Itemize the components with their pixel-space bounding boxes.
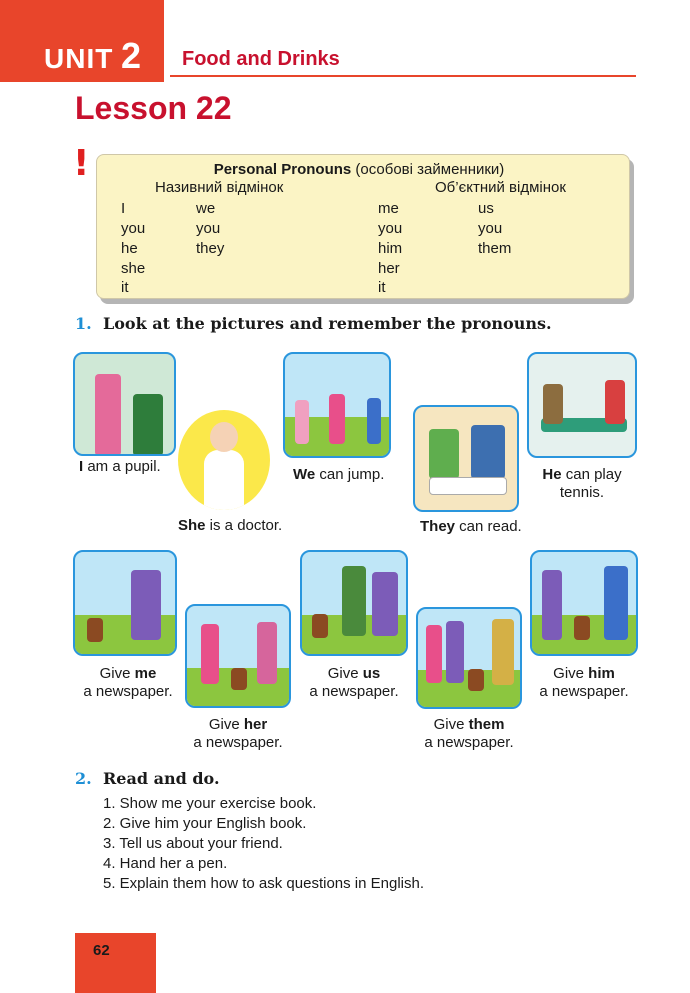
- caption-give-them: [416, 716, 522, 752]
- caption-give: Give: [327, 665, 363, 682]
- unit-number: 2: [121, 35, 142, 76]
- caption-he-rest-1: can play: [561, 466, 622, 483]
- figure-dog: [87, 618, 103, 642]
- objective-header: Об’єктний відмінок: [435, 179, 566, 196]
- figure-mother: [95, 374, 121, 456]
- pronoun-cell: you: [478, 220, 503, 237]
- lesson-title: Lesson 22: [75, 90, 232, 126]
- page-number: 62: [93, 942, 110, 959]
- figure-boy: [446, 621, 464, 683]
- page-number-badge: [75, 933, 156, 993]
- caption-give-me: [73, 665, 183, 701]
- figure-child: [329, 394, 345, 444]
- pronoun-table-title-bold: Personal Pronouns: [213, 161, 352, 178]
- pronoun-cell: them: [478, 240, 512, 257]
- caption-we-bold: We: [293, 466, 316, 483]
- picture-give-them: [416, 607, 522, 709]
- pronoun-cell: us: [478, 200, 494, 217]
- figure-man: [342, 566, 366, 636]
- caption-i-rest: am a pupil.: [83, 458, 161, 475]
- picture-she-doctor: [178, 410, 270, 510]
- exclamation-icon: !: [73, 143, 90, 184]
- caption-we: [293, 466, 384, 484]
- caption-she-rest: is a doctor.: [205, 517, 283, 534]
- picture-give-us: [300, 550, 408, 656]
- caption-they: [420, 518, 522, 536]
- exercise-2-instruction: Read and do.: [103, 769, 220, 788]
- figure-boy: [133, 394, 163, 456]
- figure-doctor-head: [210, 422, 238, 452]
- exercise-2-item: 1. Show me your exercise book.: [103, 795, 317, 812]
- pronoun-cell: you: [196, 220, 221, 237]
- figure-dog: [231, 668, 247, 690]
- caption-newspaper: a newspaper.: [193, 734, 283, 751]
- caption-i-bold: I: [79, 458, 84, 475]
- pronoun-cell: they: [196, 240, 225, 257]
- caption-give-her: [185, 716, 291, 752]
- exercise-2-number: 2.: [75, 769, 92, 788]
- exercise-1-instruction: Look at the pictures and remember the pronouns.: [103, 314, 552, 333]
- figure-man: [131, 570, 161, 640]
- exercise-2-item: 4. Hand her a pen.: [103, 855, 228, 872]
- pronoun-cell: you: [121, 220, 146, 237]
- pronoun-cell: her: [378, 260, 400, 277]
- caption-he-rest-2: tennis.: [559, 484, 605, 501]
- caption-he-bold: He: [542, 466, 562, 483]
- figure-boy: [471, 425, 505, 479]
- caption-give: Give: [433, 716, 469, 733]
- unit-title: Food and Drinks: [182, 48, 340, 70]
- caption-i: [79, 458, 161, 476]
- exercise-1-number: 1.: [75, 314, 92, 333]
- caption-give-us: [300, 665, 408, 701]
- caption-give: Give: [208, 716, 244, 733]
- open-book: [429, 477, 507, 495]
- caption-newspaper: a newspaper.: [424, 734, 514, 751]
- picture-they-read: [413, 405, 519, 512]
- caption-me-bold: me: [134, 665, 157, 682]
- caption-he: [527, 466, 637, 502]
- caption-them-bold: them: [468, 716, 505, 733]
- header-rule: [170, 75, 636, 77]
- caption-us-bold: us: [362, 665, 381, 682]
- pronoun-cell: you: [378, 220, 403, 237]
- caption-him-bold: him: [588, 665, 615, 682]
- caption-she: [178, 517, 282, 535]
- figure-man: [604, 566, 628, 640]
- nominative-header: Називний відмінок: [155, 179, 284, 196]
- caption-she-bold: She: [178, 517, 206, 534]
- caption-newspaper: a newspaper.: [83, 683, 173, 700]
- caption-they-bold: They: [420, 518, 456, 535]
- pronoun-table-title-rest: (особові займенники): [351, 161, 505, 178]
- picture-give-me: [73, 550, 177, 656]
- caption-give-him: [530, 665, 638, 701]
- picture-we-jump: [283, 352, 391, 458]
- caption-newspaper: a newspaper.: [309, 683, 399, 700]
- unit-label: UNIT: [44, 43, 114, 74]
- caption-we-rest: can jump.: [315, 466, 385, 483]
- pronoun-cell: him: [378, 240, 403, 257]
- exercise-2-item: 3. Tell us about your friend.: [103, 835, 283, 852]
- figure-man: [492, 619, 514, 685]
- figure-child: [295, 400, 309, 444]
- figure-boy: [543, 384, 563, 424]
- figure-girl: [257, 622, 277, 684]
- pronoun-table-title: [209, 161, 509, 178]
- pronoun-cell: we: [196, 200, 216, 217]
- caption-they-rest: can read.: [455, 518, 522, 535]
- figure-man: [372, 572, 398, 636]
- pronoun-cell: me: [378, 200, 399, 217]
- figure-dog: [468, 669, 484, 691]
- figure-girl: [201, 624, 219, 684]
- figure-boy: [429, 429, 459, 479]
- caption-newspaper: a newspaper.: [539, 683, 629, 700]
- pronoun-cell: it: [378, 279, 386, 296]
- figure-child: [367, 398, 381, 444]
- pronoun-cell: he: [121, 240, 138, 257]
- caption-her-bold: her: [243, 716, 268, 733]
- exercise-2-item: 2. Give him your English book.: [103, 815, 307, 832]
- picture-i-pupil: [73, 352, 176, 456]
- figure-boy: [605, 380, 625, 424]
- figure-boy: [542, 570, 562, 640]
- caption-give: Give: [553, 665, 589, 682]
- figure-dog: [312, 614, 328, 638]
- figure-doctor: [204, 450, 244, 510]
- pronoun-table: [96, 154, 630, 299]
- pronoun-cell: I: [121, 200, 126, 217]
- picture-give-her: [185, 604, 291, 708]
- figure-girl: [426, 625, 442, 683]
- exercise-2-item: 5. Explain them how to ask questions in English.: [103, 875, 425, 892]
- picture-he-tennis: [527, 352, 637, 458]
- picture-give-him: [530, 550, 638, 656]
- pronoun-cell: she: [121, 260, 146, 277]
- pronoun-cell: it: [121, 279, 129, 296]
- caption-give: Give: [99, 665, 135, 682]
- figure-dog: [574, 616, 590, 640]
